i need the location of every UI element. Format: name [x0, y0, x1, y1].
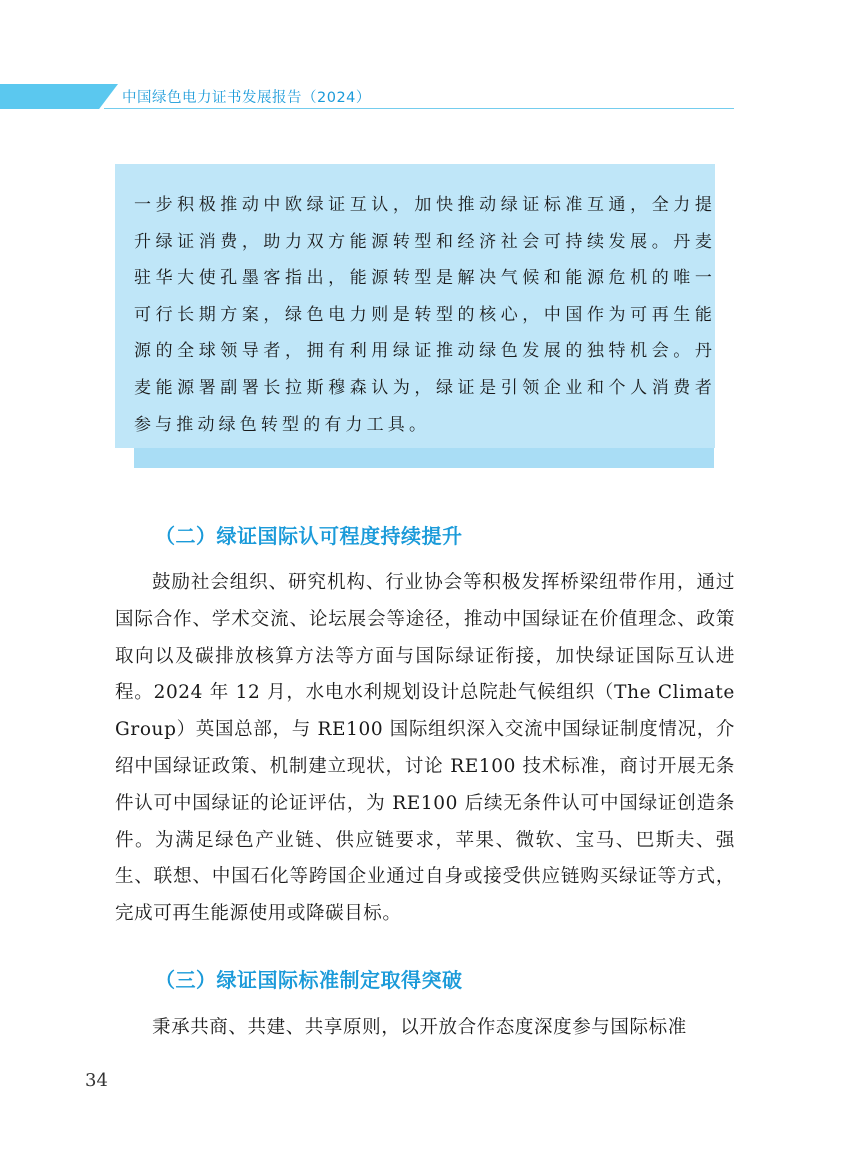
page-number: 34 — [85, 1070, 108, 1091]
quote-text: 一步积极推动中欧绿证互认，加快推动绿证标准互通，全力提升绿证消费，助力双方能源转型和经济社会可持续发展。丹麦驻华大使孔墨客指出，能源转型是解决气候和能源危机的唯一可行长期方案，绿色电力则是转型的核心，中国作为可再生能源的全球领导者，拥有利用绿证推动绿色发展的独特机会。丹麦能源署副署长拉斯穆森认为，绿证是引领企业和个人消费者参与推动绿色转型的有力工具。 — [134, 195, 716, 435]
header-rule — [104, 108, 734, 109]
body-paragraph: 鼓励社会组织、研究机构、行业协会等积极发挥桥梁纽带作用，通过国际合作、学术交流、论坛展会等途径，推动中国绿证在价值理念、政策取向以及碳排放核算方法等方面与国际绿证衔接，加快绿证国际互认进程。2024 年 12 月，水电水利规划设计总院赴气候组织（The Climate Group）英国总部，与 RE100 国际组织深入交流中国绿证制度情况，介绍中国绿证政策、机制建立现状，讨论 RE100 技术标准，商讨开展无条件认可中国绿证的论证评估，为 RE100 后续无条件认可中国绿证创造条件。为满足绿色产业链、供应链要求，苹果、微软、宝马、巴斯夫、强生、联想、中国石化等跨国企业通过自身或接受供应链购买绿证等方式，完成可再生能源使用或降碳目标。 — [115, 572, 735, 925]
section-heading-international-recognition: （二）绿证国际认可程度持续提升 — [155, 524, 463, 548]
header-accent-band — [0, 84, 118, 109]
running-header-title: 中国绿色电力证书发展报告（2024） — [122, 90, 371, 106]
body-paragraph: 秉承共商、共建、共享原则，以开放合作态度深度参与国际标准 — [152, 1017, 687, 1038]
section-heading-international-standards: （三）绿证国际标准制定取得突破 — [155, 968, 463, 992]
